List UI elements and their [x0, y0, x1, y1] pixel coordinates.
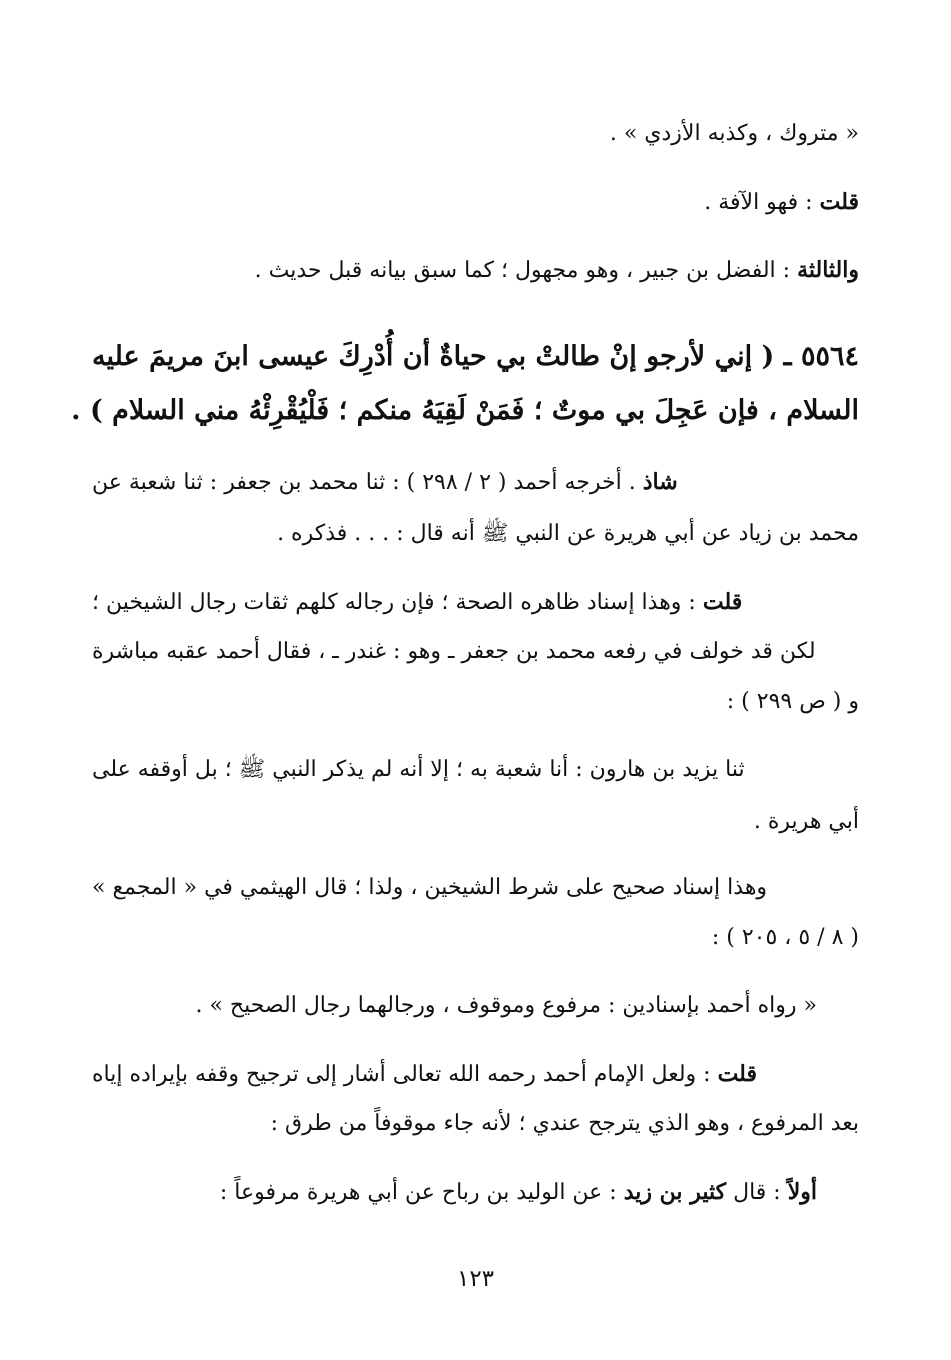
text-run: لكن قد خولف في رفعه محمد بن جعفر ـ وهو : غندر ـ ، فقال أحمد عقبه مباشرة	[92, 639, 816, 664]
text-run: « متروك ، وكذبه الأزدي » .	[609, 121, 859, 146]
text-run: . أخرجه أحمد ( ٢ / ٢٩٨ ) : ثنا محمد بن جعفر : ثنا شعبة عن	[92, 470, 643, 495]
bold-text-run: أولاً	[787, 1179, 817, 1205]
text-line	[712, 918, 859, 958]
bold-text-run: شاذ	[642, 469, 678, 495]
text-line	[220, 1172, 817, 1212]
text-run: السلام ، فإن عَجِلَ بي موتٌ ؛ فَمَنْ لَقِيَهُ منكم ؛ فَلْيُقْرِئْهُ مني السلام ) .	[71, 395, 859, 426]
text-run: محمد بن زياد عن أبي هريرة عن النبي ﷺ أنه قال : . . . فذكره .	[277, 521, 859, 546]
text-line	[610, 114, 859, 154]
bold-text-run: قلت	[717, 1061, 757, 1087]
text-line	[704, 182, 859, 222]
text-line	[754, 802, 859, 842]
hadith-heading-line	[92, 334, 859, 380]
bold-text-run: قلت	[819, 189, 859, 215]
text-line	[727, 682, 859, 722]
text-line	[92, 750, 745, 790]
bold-text-run: كثير بن زيد	[623, 1179, 727, 1205]
text-run: : الفضل بن جبير ، وهو مجهول ؛ كما سبق بيانه قبل حديث .	[254, 258, 798, 283]
quotation-line	[195, 986, 817, 1026]
text-run: : فهو الآفة .	[704, 190, 820, 215]
text-line	[271, 1104, 859, 1144]
text-run: ( ٨ / ٥ ، ٢٠٥ ) :	[711, 925, 859, 950]
bold-text-run: والثالثة	[797, 257, 859, 283]
text-run: : قال	[726, 1180, 788, 1205]
bold-text-run: قلت	[702, 589, 743, 615]
text-run: بعد المرفوع ، وهو الذي يترجح عندي ؛ لأنه جاء موقوفاً من طرق :	[270, 1111, 859, 1136]
hadith-heading-line	[71, 388, 859, 434]
text-line	[92, 462, 678, 502]
text-run: أبي هريرة .	[753, 809, 859, 834]
text-run: : ولعل الإمام أحمد رحمه الله تعالى أشار إلى ترجيح وقفه بإيراده إياه	[92, 1062, 718, 1087]
text-run: ثنا يزيد بن هارون : أنا شعبة به ؛ إلا أنه لم يذكر النبي ﷺ ؛ بل أوقفه على	[92, 757, 745, 782]
text-run: ٥٥٦٤ ـ ( إني لأرجو إنْ طالتْ بي حياةٌ أن أُدْرِكَ عيسى ابنَ مريمَ عليه	[92, 341, 859, 372]
text-line	[255, 250, 859, 290]
text-line	[92, 868, 767, 908]
text-run: « رواه أحمد بإسنادين : مرفوع وموقوف ، ورجالهما رجال الصحيح » .	[195, 993, 817, 1018]
text-line	[92, 1054, 757, 1094]
page-number: ١٢٣	[456, 1266, 495, 1292]
text-line	[277, 514, 859, 554]
text-line	[92, 632, 816, 672]
text-run: و ( ص ٢٩٩ ) :	[726, 689, 859, 714]
text-run: : وهذا إسناد ظاهره الصحة ؛ فإن رجاله كلهم ثقات رجال الشيخين ؛	[92, 590, 703, 615]
text-line	[92, 582, 742, 622]
text-run: وهذا إسناد صحيح على شرط الشيخين ، ولذا ؛ قال الهيثمي في « المجمع »	[92, 875, 768, 900]
text-run: : عن الوليد بن رباح عن أبي هريرة مرفوعاً :	[219, 1180, 624, 1205]
